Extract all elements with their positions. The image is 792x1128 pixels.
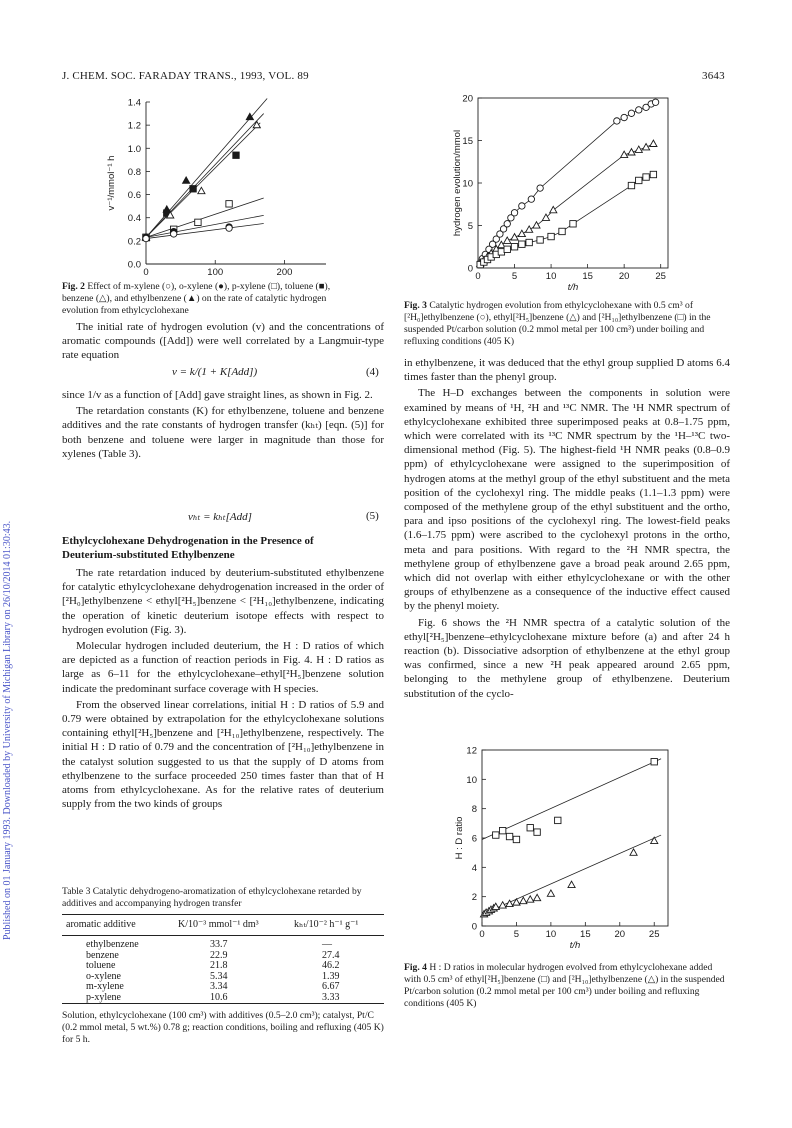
y-tick-label: 5 [467, 221, 473, 232]
table3-header-k: K/10⁻³ mmol⁻¹ dm³ [178, 919, 259, 930]
fig3-caption-text: Catalytic hydrogen evolution from ethylcyclohexane with 0.5 cm³ of [²H₀]ethylbenzene (○), ethyl[²H₅]benzene (△) and [²H₁₀]ethylbenzene (□) in the suspended Pt/carbon solution (0.2 mmol metal per 100 cm³) under boiling and refluxing conditions (405 K) [404, 300, 711, 347]
data-point [548, 233, 554, 239]
fig3-chart [448, 88, 698, 290]
paragraph: The initial rate of hydrogen evolution (v) and the concentrations of aromatic compounds ([Add]) were well correlated by a Langmuir-type rate equation [62, 321, 384, 362]
data-point [511, 234, 518, 240]
data-point [513, 899, 520, 905]
data-point [628, 182, 634, 188]
y-tick-label: 1.0 [127, 143, 141, 155]
table3-cell: ethylbenzene [86, 939, 139, 950]
paragraph: since 1/v as a function of [Add] gave straight lines, as shown in Fig. 2. [62, 389, 373, 401]
x-axis-label: t/h [569, 940, 581, 951]
plot-frame [146, 102, 326, 264]
table3-header-additive: aromatic additive [66, 919, 136, 930]
page-number: 3643 [702, 70, 725, 82]
data-point [526, 239, 532, 245]
data-point [643, 174, 649, 180]
y-tick-label: 4 [471, 862, 477, 874]
y-tick-label: 10 [462, 178, 473, 190]
data-point [506, 833, 512, 839]
fig4-caption [404, 962, 730, 1010]
data-point [143, 235, 149, 241]
table3-header-kht: kₕₜ/10⁻² h⁻¹ g⁻¹ [294, 919, 359, 930]
fit-line [146, 224, 264, 239]
data-point [504, 221, 510, 227]
data-point [527, 896, 534, 902]
left-column [62, 388, 384, 463]
fit-line [146, 123, 260, 238]
table3-body [62, 939, 384, 1004]
y-tick-label: 12 [466, 745, 477, 757]
data-point [650, 140, 657, 146]
table3-cell: 10.6 [210, 991, 228, 1003]
data-point [511, 244, 517, 250]
table3-cell: 5.34 [210, 970, 228, 982]
table3-footnote: Solution, ethylcyclohexane (100 cm³) with additives (0.5–2.0 cm³); catalyst, Pt/C (0.2 mmol metal, 5 wt.%) 0.78 g; reaction conditions, boiling and refluxing (405 K) for 5 h. [62, 1010, 384, 1045]
fig2-chart [100, 92, 350, 280]
data-point [651, 759, 657, 765]
equation-5-number: (5) [366, 510, 379, 522]
y-tick-label: 6 [471, 833, 477, 845]
paragraph: The retardation constants (K) for ethylbenzene, toluene and benzene additives and the rate constants of hydrogen transfer (kₕₜ) [eqn. (5)] for both benzene and toluene were larger in magnitude than those for xylenes (Table 3). [62, 405, 384, 460]
table3-cell: 22.9 [210, 949, 228, 961]
paragraph: The rate retardation induced by deuterium-substituted ethylbenzene for catalytic ethylcyclohexane dehydrogenation increased in the order of [²H₀]ethylbenzene < ethyl[²H₅]benzene < [²H₁₀]ethylbenzene, indicating the operation of kinetic deuterium isotope effects with respect to hydrogen evolution (Fig. 3). [62, 567, 384, 636]
fig2-caption [62, 281, 362, 317]
data-point [511, 210, 517, 216]
y-tick-label: 10 [466, 774, 477, 786]
paragraph: Molecular hydrogen included deuterium, the H : D ratios of which are depicted as a function of reaction periods in Fig. 4. H : D ratios as large as 6–11 for the ethylcyclohexane–ethyl[²H₅]benzene solution indicate the predominant surface coverage with H species. [62, 640, 384, 695]
x-tick-label: 15 [582, 271, 593, 282]
y-tick-label: 2 [471, 892, 477, 904]
y-tick-label: 8 [471, 804, 477, 816]
data-point [547, 890, 554, 896]
data-point [533, 222, 540, 228]
table3-cell: 46.2 [322, 960, 340, 971]
table3-cell: o-xylene [86, 970, 121, 982]
data-point [226, 201, 232, 207]
fig4-chart [448, 740, 698, 952]
equation-5: vₕₜ = kₕₜ[Add] [188, 511, 252, 523]
data-point [253, 121, 260, 127]
paragraph: The H–D exchanges between the components in solution were examined by means of ¹H, ²H and ¹³C NMR. The ¹H NMR spectrum of ethylcyclohexane exhibited three superimposed peaks at 0.8–1.75 ppm, which were correlated with its ¹³C NMR spectrum by the ¹H–¹³C two-dimensional method (Fig. 5). The highest-field ¹H NMR peaks (0.8–0.9 ppm) of ethylcyclohexane were assigned to the superimposition of hydrogen atoms at the methyl group of the ethyl substituent and the meta position of the cyclohexyl ring. The middle peaks (1.1–1.3 ppm) were composed of the methylene group of the ethyl substituent and the ortho, para and ipso positions of the cyclohexyl ring. The lowest-field peaks (1.6–1.75 ppm) were ascribed to the cyclohexyl protons in the ortho, meta and para positions. With regard to the ²H NMR spectra, the methylene group of ethylbenzene gave a broad peak around 2.65 ppm, which did not overlap with either ethylcyclohexane or with the other groups of ethylbenzene as a consequence of the inductive effect caused by the phenyl moiety. [404, 387, 730, 613]
table3-cell: 3.33 [322, 991, 340, 1003]
data-point [527, 825, 533, 831]
data-point [630, 849, 637, 855]
data-point [226, 225, 232, 231]
y-tick-label: 0.4 [127, 213, 141, 225]
left-column [62, 320, 384, 365]
fig3-caption-label: Fig. 3 [404, 300, 427, 311]
table3-cell: p-xylene [86, 991, 121, 1003]
y-axis-label: hydrogen evolution/mmol [452, 129, 463, 237]
data-point [195, 219, 201, 225]
fig4-caption-text: H : D ratios in molecular hydrogen evolved from ethylcyclohexane added with 0.5 cm³ of ethyl[²H₅]benzene (□) and [²H₁₀]ethylbenzene (△) in the suspended Pt/carbon solution (0.2 mmol metal per 100 cm³) under boiling and refluxing conditions (405 K) [404, 962, 725, 1009]
data-point [642, 144, 649, 150]
data-point [518, 230, 525, 236]
table3 [62, 914, 384, 1004]
y-tick-label: 0.6 [127, 190, 141, 202]
data-point [614, 118, 620, 124]
data-point [559, 228, 565, 234]
fig4-caption-label: Fig. 4 [404, 962, 427, 973]
x-tick-label: 200 [276, 267, 293, 278]
x-tick-label: 5 [511, 271, 518, 282]
y-tick-label: 0.8 [127, 166, 141, 178]
data-point [183, 177, 190, 183]
data-point [504, 237, 511, 243]
data-point [198, 187, 205, 193]
data-point [170, 231, 176, 237]
data-point [190, 186, 196, 192]
y-tick-label: 0 [467, 263, 473, 275]
table3-cell: 1.39 [322, 970, 340, 982]
fig3-caption [404, 300, 730, 348]
data-point [246, 113, 253, 119]
table3-cell: m-xylene [86, 981, 124, 992]
x-axis-label: t/h [567, 282, 579, 290]
data-point [519, 203, 525, 209]
download-stamp [0, 180, 16, 940]
data-point [233, 152, 239, 158]
download-stamp-text: Published on 01 January 1993. Downloaded by University of Michigan Library on 26/10/2014 01:30:43. [2, 520, 13, 940]
x-tick-label: 20 [614, 929, 626, 940]
y-tick-label: 1.2 [127, 120, 141, 132]
y-tick-label: 1.4 [127, 97, 141, 109]
data-point [652, 99, 658, 105]
y-tick-label: 0.2 [127, 236, 141, 248]
y-tick-label: 0 [471, 921, 477, 933]
x-tick-label: 20 [618, 271, 630, 282]
y-tick-label: 20 [462, 93, 473, 105]
fig2-caption-label: Fig. 2 [62, 281, 85, 292]
x-tick-label: 0 [479, 929, 485, 940]
table3-cell: 6.67 [322, 981, 340, 992]
data-point [504, 246, 510, 252]
y-tick-label: 15 [462, 136, 473, 147]
paragraph: From the observed linear correlations, initial H : D ratios of 5.9 and 0.79 were obtained by extrapolation for the ethylcyclohexane solutions containing ethyl[²H₅]benzene and [²H₁₀]ethylbenzene, respectively. The initial H : D ratio of 0.79 and the concentration of [²H₁₀]ethylbenzene in the catalyst solution suggested to us that the supply of D atoms from ethylbenzene to the surface proceeded 250 times faster than that of H atoms from ethylcyclohexane. As for the relative rates of deuterium supply from the two kinds of groups [62, 698, 384, 811]
journal-header: J. CHEM. SOC. FARADAY TRANS., 1993, VOL. 89 [62, 70, 309, 82]
equation-4-number: (4) [366, 366, 379, 378]
x-tick-label: 0 [475, 271, 481, 282]
data-point [534, 894, 541, 900]
table3-cell: benzene [86, 949, 119, 961]
data-point [570, 221, 576, 227]
data-point [636, 177, 642, 183]
table3-cell: 3.34 [210, 981, 228, 992]
table3-cell: 21.8 [210, 960, 228, 971]
data-point [651, 837, 658, 843]
section-heading: Ethylcyclohexane Dehydrogenation in the Presence of Deuterium-substituted Ethylbenzene [62, 535, 314, 561]
data-point [537, 185, 543, 191]
data-point [621, 114, 627, 120]
x-tick-label: 10 [545, 271, 557, 282]
data-point [520, 897, 527, 903]
data-point [636, 107, 642, 113]
x-tick-label: 5 [513, 929, 520, 940]
x-tick-label: 10 [545, 929, 557, 940]
data-point [493, 832, 499, 838]
left-column [62, 566, 384, 813]
data-point [528, 196, 534, 202]
x-tick-label: 100 [207, 267, 224, 278]
paragraph: Fig. 6 shows the ²H NMR spectra of a catalytic solution of the ethyl[²H₅]benzene–ethylcyclohexane mixture before (a) and after 24 h reaction (b). Dissociative adsorption of ethylbenzene at the ethyl group was confirmed, since a new ²H peak appeared around 2.65 ppm, belonging to the methylene group of ethylbenzene. Deuterium substitution of the cyclo- [404, 616, 730, 700]
x-tick-label: 25 [655, 271, 666, 282]
table3-cell: toluene [86, 960, 116, 971]
y-axis-label: v⁻¹/mmol⁻¹ h [106, 155, 117, 211]
data-point [499, 902, 506, 908]
right-column [404, 356, 730, 703]
x-tick-label: 25 [648, 929, 660, 940]
y-axis-label: H : D ratio [454, 816, 465, 860]
data-point [499, 827, 505, 833]
data-point [519, 241, 525, 247]
table3-title: Table 3 Catalytic dehydrogeno-aromatization of ethylcyclohexane retarded by additives and accompanying hydrogen transfer [62, 886, 362, 909]
data-point [550, 206, 557, 212]
data-point [650, 171, 656, 177]
y-tick-label: 0.0 [127, 259, 141, 271]
data-point [568, 881, 575, 887]
equation-4: v = k/(1 + K[Add]) [172, 366, 258, 378]
paragraph: in ethylbenzene, it was deduced that the ethyl group supplied D atoms 6.4 times faster than the phenyl group. [404, 357, 730, 384]
fit-line [482, 759, 661, 840]
x-axis-label [175, 279, 297, 280]
data-point [526, 226, 533, 232]
data-point [537, 237, 543, 243]
table3-cell: 27.4 [322, 949, 340, 961]
table3-cell: 33.7 [210, 939, 228, 950]
data-point [513, 836, 519, 842]
x-tick-label: 0 [143, 267, 149, 278]
data-point [628, 110, 634, 116]
data-point [555, 817, 561, 823]
x-tick-label: 15 [580, 929, 591, 940]
fig2-caption-text: Effect of m-xylene (○), o-xylene (●), p-xylene (□), toluene (■), benzene (△), and ethylbenzene (▲) on the rate of catalytic hydrogen evolution from ethylcyclohexane [62, 281, 331, 316]
table3-cell: — [322, 939, 332, 950]
data-point [534, 829, 540, 835]
